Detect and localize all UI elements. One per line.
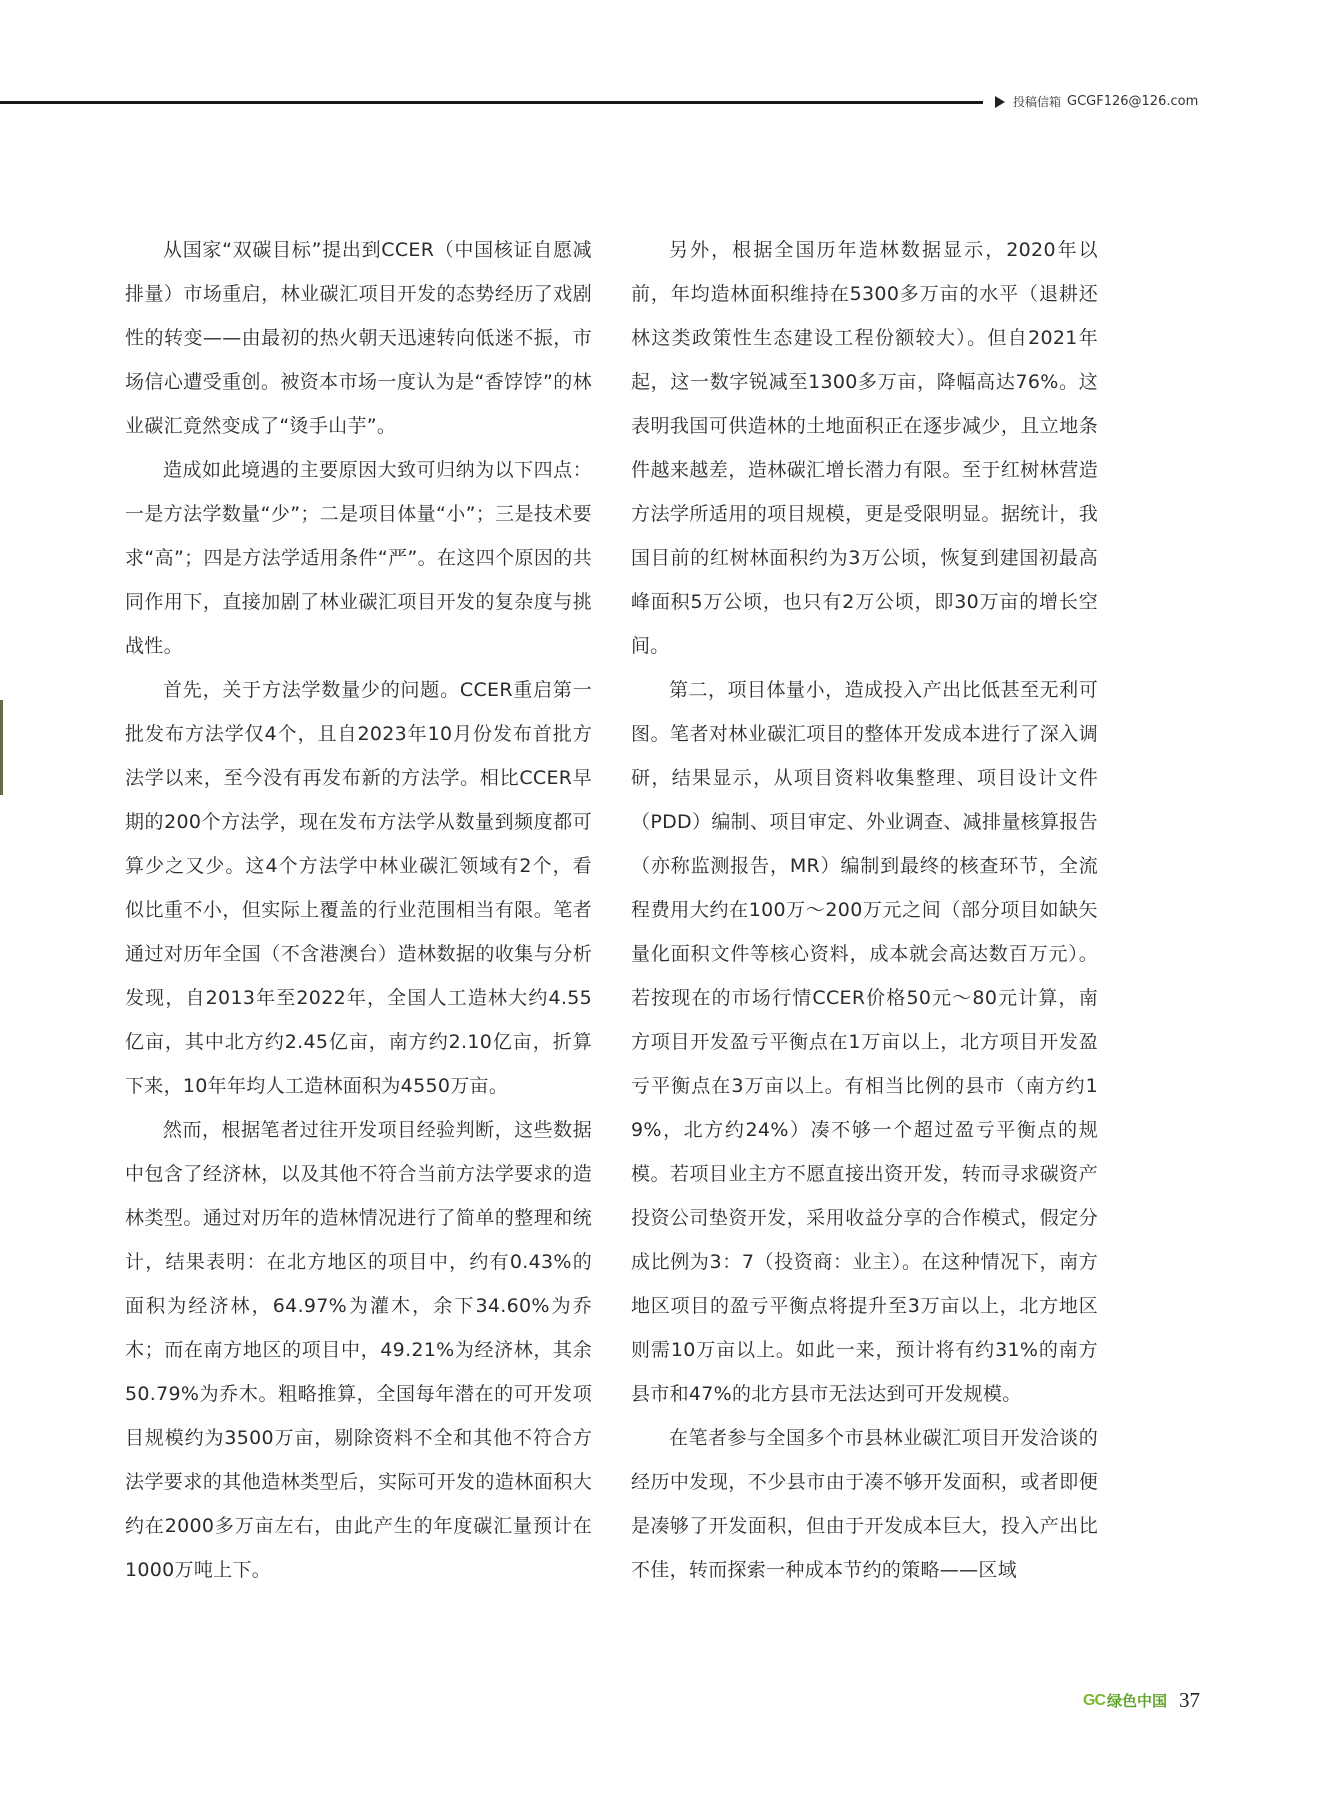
page-edge-mark bbox=[0, 700, 3, 795]
article-column-left bbox=[125, 228, 592, 1592]
contact-label: 投稿信箱 bbox=[1013, 95, 1062, 109]
magazine-logo: GC bbox=[1083, 1691, 1105, 1709]
magazine-name: 绿色中国 bbox=[1107, 1692, 1168, 1710]
paragraph: 然而，根据笔者过往开发项目经验判断，这些数据中包含了经济林，以及其他不符合当前方法学要求的造林类型。通过对历年的造林情况进行了简单的整理和统计，结果表明：在北方地区的项目中，约有0.43%的面积为经济林，64.97%为灌木，余下34.60%为乔木；而在南方地区的项目中，49.21%为经济林，其余50.79%为乔木。粗略推算，全国每年潜在的可开发项目规模约为3500万亩，剔除资料不全和其他不符合方法学要求的其他造林类型后，实际可开发的造林面积大约在2000多万亩左右，由此产生的年度碳汇量预计在1000万吨上下。 bbox=[125, 1119, 592, 1581]
article-column-right bbox=[631, 228, 1098, 1592]
page-footer bbox=[1083, 1688, 1200, 1713]
contact-email[interactable]: GCGF126@126.com bbox=[1067, 94, 1199, 109]
paragraph: 另外，根据全国历年造林数据显示，2020年以前，年均造林面积维持在5300多万亩的水平（退耕还林这类政策性生态建设工程份额较大）。但自2021年起，这一数字锐减至1300多万亩，降幅高达76%。这表明我国可供造林的土地面积正在逐步减少，且立地条件越来越差，造林碳汇增长潜力有限。至于红树林营造方法学所适用的项目规模，更是受限明显。据统计，我国目前的红树林面积约为3万公顷，恢复到建国初最高峰面积5万公顷，也只有2万公顷，即30万亩的增长空间。 bbox=[631, 239, 1098, 657]
paragraph: 第二，项目体量小，造成投入产出比低甚至无利可图。笔者对林业碳汇项目的整体开发成本进行了深入调研，结果显示，从项目资料收集整理、项目设计文件（PDD）编制、项目审定、外业调查、减排量核算报告（亦称监测报告，MR）编制到最终的核查环节，全流程费用大约在100万～200万元之间（部分项目如缺矢量化面积文件等核心资料，成本就会高达数百万元）。若按现在的市场行情CCER价格50元～80元计算，南方项目开发盈亏平衡点在1万亩以上，北方项目开发盈亏平衡点在3万亩以上。有相当比例的县市（南方约19%，北方约24%）凑不够一个超过盈亏平衡点的规模。若项目业主方不愿直接出资开发，转而寻求碳资产投资公司垫资开发，采用收益分享的合作模式，假定分成比例为3：7（投资商：业主）。在这种情况下，南方地区项目的盈亏平衡点将提升至3万亩以上，北方地区则需10万亩以上。如此一来，预计将有约31%的南方县市和47%的北方县市无法达到可开发规模。 bbox=[631, 679, 1098, 1405]
submission-contact bbox=[995, 93, 1198, 110]
page-number: 37 bbox=[1179, 1688, 1201, 1712]
triangle-arrow-icon bbox=[995, 96, 1005, 108]
paragraph: 在笔者参与全国多个市县林业碳汇项目开发洽谈的经历中发现，不少县市由于凑不够开发面积，或者即便是凑够了开发面积，但由于开发成本巨大，投入产出比不佳，转而探索一种成本节约的策略——区域 bbox=[631, 1427, 1098, 1581]
paragraph: 从国家“双碳目标”提出到CCER（中国核证自愿减排量）市场重启，林业碳汇项目开发的态势经历了戏剧性的转变——由最初的热火朝天迅速转向低迷不振，市场信心遭受重创。被资本市场一度认为是“香饽饽”的林业碳汇竟然变成了“烫手山芋”。 bbox=[125, 239, 592, 437]
paragraph: 首先，关于方法学数量少的问题。CCER重启第一批发布方法学仅4个，且自2023年10月份发布首批方法学以来，至今没有再发布新的方法学。相比CCER早期的200个方法学，现在发布方法学从数量到频度都可算少之又少。这4个方法学中林业碳汇领域有2个，看似比重不小，但实际上覆盖的行业范围相当有限。笔者通过对历年全国（不含港澳台）造林数据的收集与分析发现，自2013年至2022年，全国人工造林大约4.55亿亩，其中北方约2.45亿亩，南方约2.10亿亩，折算下来，10年年均人工造林面积为4550万亩。 bbox=[125, 679, 592, 1097]
header-rule bbox=[0, 101, 983, 104]
paragraph: 造成如此境遇的主要原因大致可归纳为以下四点：一是方法学数量“少”；二是项目体量“小”；三是技术要求“高”；四是方法学适用条件“严”。在这四个原因的共同作用下，直接加剧了林业碳汇项目开发的复杂度与挑战性。 bbox=[125, 459, 592, 657]
